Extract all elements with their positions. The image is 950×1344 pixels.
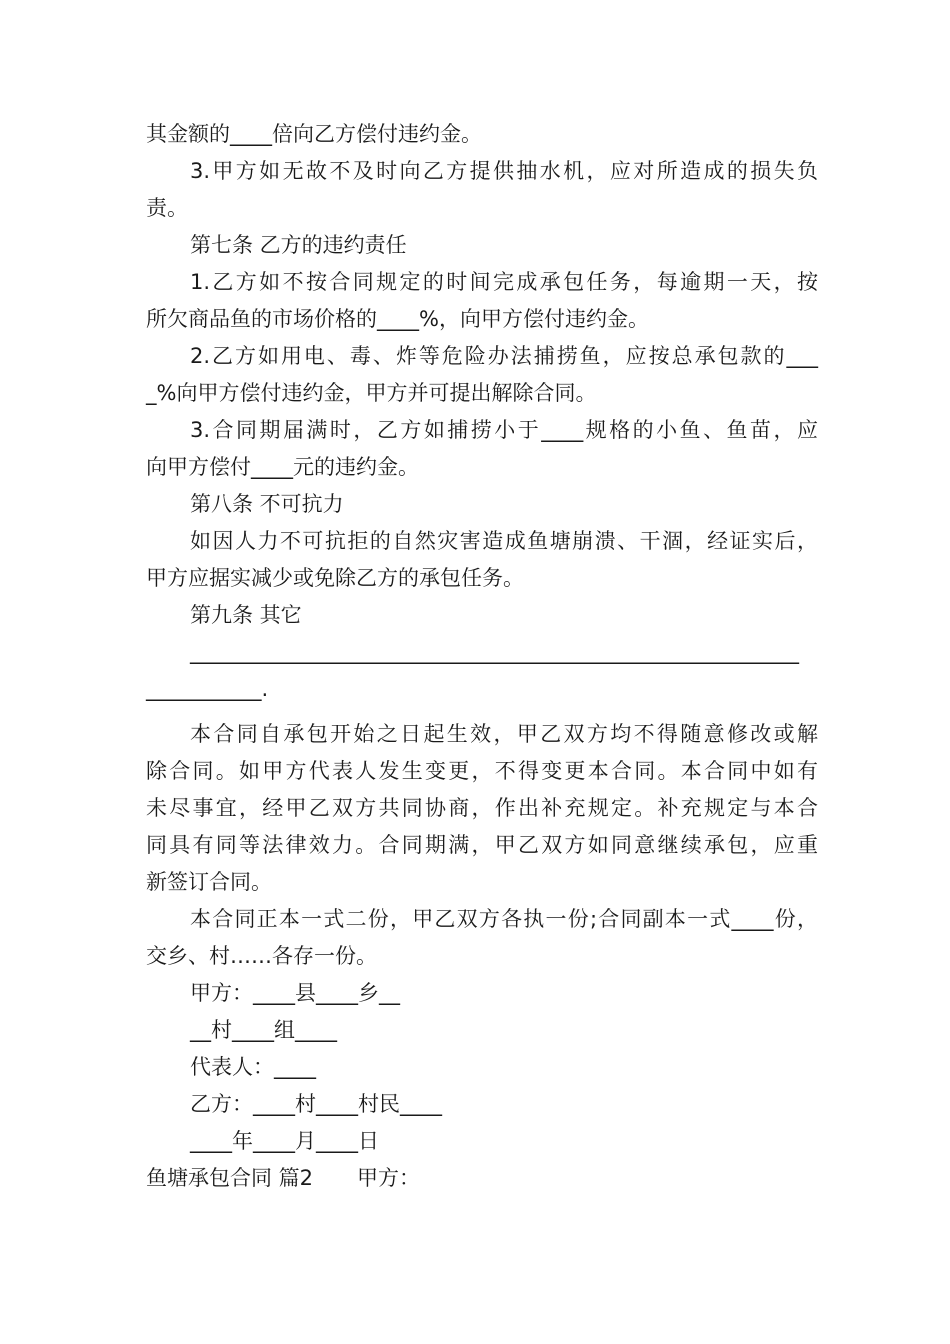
text-line: 本合同自承包开始之日起生效，甲乙双方均不得随意修改或解 (190, 722, 818, 746)
text-line: 1.乙方如不按合同规定的时间完成承包任务，每逾期一天，按 (190, 270, 818, 294)
blank-line: __________________________________________________________ (190, 640, 799, 664)
blank-line: ___________. (146, 677, 269, 701)
text-line: 向甲方偿付____元的违约金。 (146, 455, 419, 479)
text-line: 本合同正本一式二份，甲乙双方各执一份;合同副本一式____份， (190, 907, 818, 931)
contract-text (146, 116, 818, 1197)
section-heading: 第八条 不可抗力 (190, 492, 344, 516)
party-a-label: 甲方： (357, 1166, 421, 1190)
text-line: 责。 (146, 196, 188, 220)
section-heading: 第七条 乙方的违约责任 (190, 233, 407, 257)
signature-line: 乙方：____村____村民____ (190, 1092, 442, 1116)
date-line: ____年____月____日 (190, 1129, 379, 1153)
text-line: 未尽事宜，经甲乙双方共同协商，作出补充规定。补充规定与本合 (146, 796, 818, 820)
signature-line: 代表人：____ (190, 1055, 316, 1079)
text-line: 其金额的____倍向乙方偿付违约金。 (146, 122, 482, 146)
signature-line: __村____组____ (190, 1018, 337, 1042)
text-line: 同具有同等法律效力。合同期满，甲乙双方如同意继续承包，应重 (146, 833, 818, 857)
text-line: 甲方应据实减少或免除乙方的承包任务。 (146, 566, 524, 590)
text-line: 3.甲方如无故不及时向乙方提供抽水机，应对所造成的损失负 (190, 159, 818, 183)
spacer (146, 708, 818, 716)
text-line: 如因人力不可抗拒的自然灾害造成鱼塘崩溃、干涸，经证实后， (190, 529, 818, 553)
text-line: 除合同。如甲方代表人发生变更，不得变更本合同。本合同中如有 (146, 759, 818, 783)
next-section-header (146, 1160, 818, 1197)
text-line: 2.乙方如用电、毒、炸等危险办法捕捞鱼，应按总承包款的___ (190, 344, 818, 368)
section-heading: 第九条 其它 (190, 603, 302, 627)
text-line: 交乡、村……各存一份。 (146, 944, 377, 968)
text-line: 所欠商品鱼的市场价格的____%，向甲方偿付违约金。 (146, 307, 649, 331)
text-line: 新签订合同。 (146, 870, 272, 894)
text-line: 3.合同期届满时，乙方如捕捞小于____规格的小鱼、鱼苗，应 (190, 418, 818, 442)
signature-line: 甲方：____县____乡__ (190, 981, 400, 1005)
next-section-title: 鱼塘承包合同 篇2 (146, 1166, 314, 1190)
text-line: _%向甲方偿付违约金，甲方并可提出解除合同。 (146, 381, 597, 405)
